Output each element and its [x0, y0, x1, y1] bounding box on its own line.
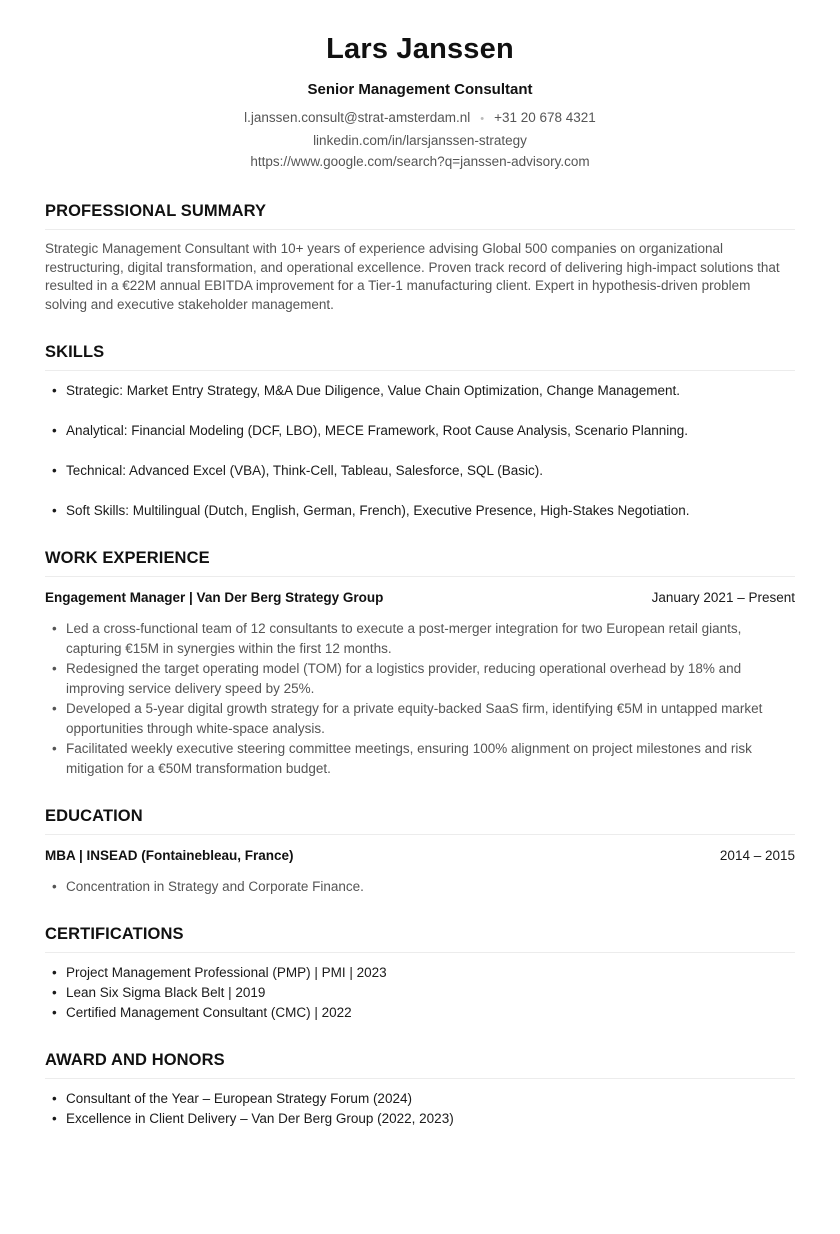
- website-link[interactable]: https://www.google.com/search?q=janssen-advisory.com: [250, 154, 590, 169]
- list-item: • Facilitated weekly executive steering committee meetings, ensuring 100% alignment on project milestones and risk mitigation for a €50M transformation budget.: [45, 739, 795, 779]
- resume-header: [0, 0, 840, 172]
- list-item: • Technical: Advanced Excel (VBA), Think-Cell, Tableau, Salesforce, SQL (Basic).: [45, 462, 795, 480]
- list-item: • Project Management Professional (PMP) | PMI | 2023: [45, 963, 795, 983]
- job-title: Engagement Manager | Van Der Berg Strategy Group: [45, 590, 384, 605]
- certifications-list: [45, 963, 795, 1023]
- list-item: • Redesigned the target operating model (TOM) for a logistics provider, reducing operational overhead by 18% and improving service delivery speed by 25%.: [45, 659, 795, 699]
- list-item: • Concentration in Strategy and Corporate Finance.: [45, 877, 795, 897]
- summary-text: Strategic Management Consultant with 10+ years of experience advising Global 500 companies on organizational restructuring, digital transformation, and operational excellence. Proven track record of delivering high-impact solutions that resulted in a €22M annual EBITDA improvement for a Tier-1 manufacturing client. Expert in hypothesis-driven problem solving and executive stakeholder management.: [45, 241, 780, 312]
- list-item: • Developed a 5-year digital growth strategy for a private equity-backed SaaS firm, identifying €5M in untapped market opportunities through white-space analysis.: [45, 699, 795, 739]
- awards-heading: AWARD AND HONORS: [45, 1049, 795, 1079]
- list-item: • Excellence in Client Delivery – Van Der Berg Group (2022, 2023): [45, 1109, 795, 1129]
- degree-title: MBA | INSEAD (Fontainebleau, France): [45, 848, 294, 863]
- list-item: • Strategic: Market Entry Strategy, M&A Due Diligence, Value Chain Optimization, Change Management.: [45, 382, 795, 400]
- skills-heading: SKILLS: [45, 341, 795, 371]
- summary-section: [45, 200, 795, 328]
- email-link[interactable]: l.janssen.consult@strat-amsterdam.nl: [244, 110, 471, 125]
- job-header: [45, 589, 795, 607]
- summary-heading: PROFESSIONAL SUMMARY: [45, 200, 795, 230]
- skills-list: [45, 382, 795, 520]
- job-bullets: [45, 619, 795, 779]
- skills-section: [45, 341, 795, 520]
- job-date: January 2021 – Present: [651, 590, 795, 605]
- education-header: [45, 847, 795, 865]
- candidate-title: Senior Management Consultant: [307, 81, 533, 98]
- experience-heading: WORK EXPERIENCE: [45, 547, 795, 577]
- education-bullets: [45, 877, 795, 897]
- education-date: 2014 – 2015: [719, 848, 795, 863]
- list-item: • Analytical: Financial Modeling (DCF, LBO), MECE Framework, Root Cause Analysis, Scenario Planning.: [45, 422, 795, 440]
- linkedin-link[interactable]: linkedin.com/in/larsjanssen-strategy: [313, 133, 527, 148]
- awards-section: [45, 1049, 795, 1129]
- list-item: • Lean Six Sigma Black Belt | 2019: [45, 983, 795, 1003]
- education-heading: EDUCATION: [45, 805, 795, 835]
- phone-number: +31 20 678 4321: [494, 110, 596, 125]
- certifications-heading: CERTIFICATIONS: [45, 923, 795, 953]
- candidate-name: Lars Janssen: [326, 33, 514, 65]
- experience-section: [45, 547, 795, 779]
- list-item: • Certified Management Consultant (CMC) | 2022: [45, 1003, 795, 1023]
- contact-line-1: [0, 107, 840, 130]
- education-section: [45, 805, 795, 897]
- awards-list: [45, 1089, 795, 1129]
- list-item: • Led a cross-functional team of 12 consultants to execute a post-merger integration for two European retail giants, capturing €15M in synergies within the first 12 months.: [45, 619, 795, 659]
- list-item: • Consultant of the Year – European Strategy Forum (2024): [45, 1089, 795, 1109]
- certifications-section: [45, 923, 795, 1023]
- separator-dot: •: [480, 113, 485, 125]
- list-item: • Soft Skills: Multilingual (Dutch, English, German, French), Executive Presence, High-Stakes Negotiation.: [45, 502, 795, 520]
